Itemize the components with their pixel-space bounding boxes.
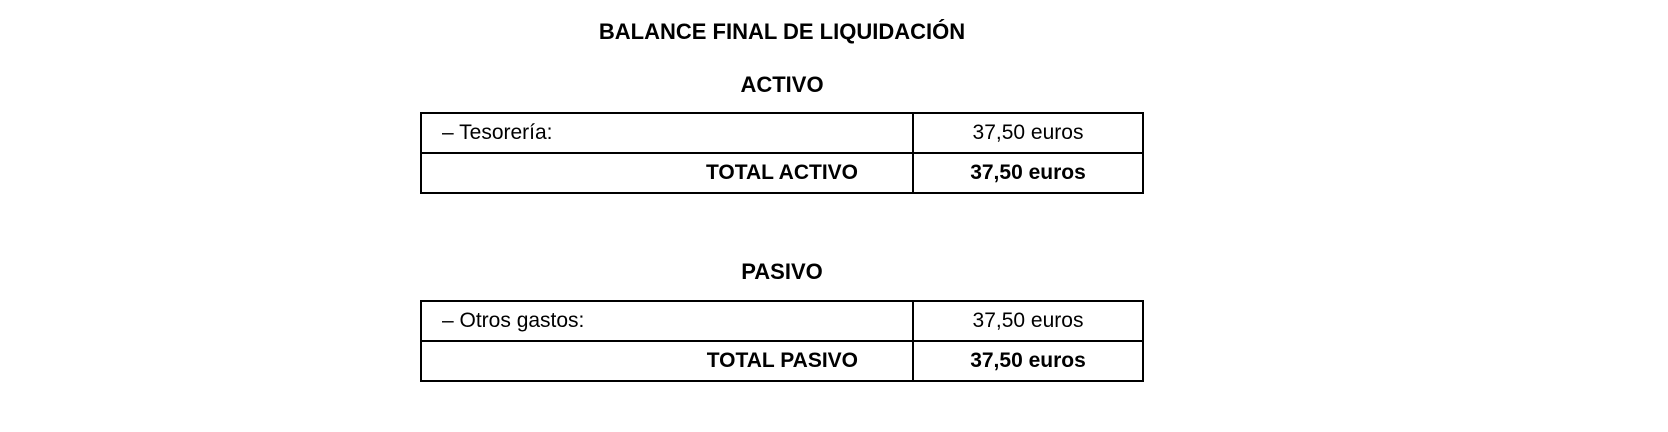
activo-heading: ACTIVO	[740, 72, 824, 97]
table-row	[421, 301, 1143, 341]
activo-total-value: 37,50 euros	[913, 153, 1143, 193]
activo-table	[420, 112, 1144, 194]
activo-row-value: 37,50 euros	[913, 113, 1143, 153]
pasivo-row-label: – Otros gastos:	[421, 301, 913, 341]
pasivo-row-value: 37,50 euros	[913, 301, 1143, 341]
pasivo-table	[420, 300, 1144, 382]
activo-row-label: – Tesorería:	[421, 113, 913, 153]
pasivo-total-row	[421, 341, 1143, 381]
document-title: BALANCE FINAL DE LIQUIDACIÓN	[598, 19, 966, 44]
pasivo-total-label: TOTAL PASIVO	[421, 341, 913, 381]
activo-total-label: TOTAL ACTIVO	[421, 153, 913, 193]
table-row	[421, 113, 1143, 153]
activo-total-row	[421, 153, 1143, 193]
pasivo-heading: PASIVO	[741, 259, 823, 284]
pasivo-total-value: 37,50 euros	[913, 341, 1143, 381]
